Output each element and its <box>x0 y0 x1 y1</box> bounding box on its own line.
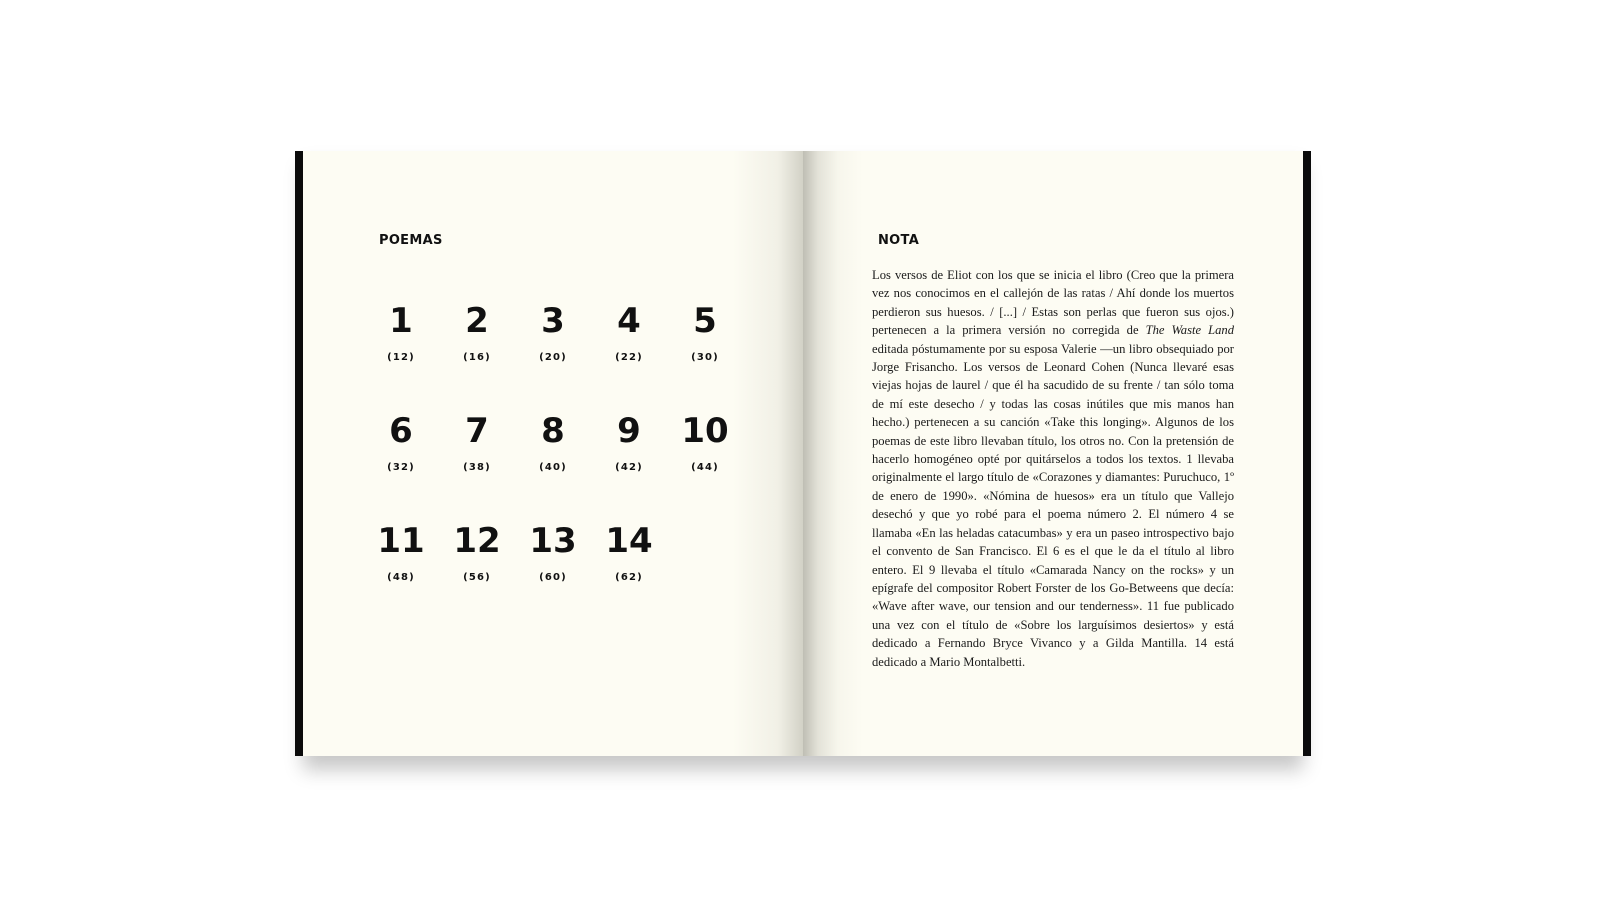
poem-number: 12 <box>453 521 501 561</box>
poem-entry[interactable] <box>439 301 515 411</box>
poem-page-number: (60) <box>539 572 567 583</box>
poem-number: 6 <box>389 411 413 451</box>
poem-entry[interactable] <box>363 411 439 521</box>
poem-page-number: (48) <box>387 572 415 583</box>
poem-number: 10 <box>681 411 729 451</box>
poem-page-number: (62) <box>615 572 643 583</box>
poem-entry[interactable] <box>591 521 667 631</box>
poem-page-number: (42) <box>615 462 643 473</box>
poem-page-number: (22) <box>615 352 643 363</box>
poem-page-number: (32) <box>387 462 415 473</box>
poem-entry[interactable] <box>363 301 439 411</box>
poem-number: 9 <box>617 411 641 451</box>
poem-entry[interactable] <box>515 301 591 411</box>
poem-page-number: (12) <box>387 352 415 363</box>
poem-number: 7 <box>465 411 489 451</box>
poem-number: 14 <box>605 521 653 561</box>
note-text <box>872 266 1234 671</box>
poems-heading: POEMAS <box>379 233 443 248</box>
note-text-part-1: Los versos de Eliot con los que se inicia el libro (Creo que la primera vez nos conocimos en el callejón de las ratas / Ahí donde los muertos perdieron sus huesos. / [...] / Estas son perlas que fueron sus ojos.) pertenecen a la primera versión no corregida de <box>872 268 1234 338</box>
poem-number: 2 <box>465 301 489 341</box>
poem-entry[interactable] <box>591 411 667 521</box>
poem-number: 5 <box>693 301 717 341</box>
left-page <box>303 151 803 756</box>
poem-page-number: (30) <box>691 352 719 363</box>
poem-page-number: (56) <box>463 572 491 583</box>
poem-entry[interactable] <box>515 411 591 521</box>
poem-entry[interactable] <box>591 301 667 411</box>
poem-page-number: (38) <box>463 462 491 473</box>
poem-number: 8 <box>541 411 565 451</box>
poems-index <box>363 301 743 631</box>
poem-page-number: (20) <box>539 352 567 363</box>
poem-number: 1 <box>389 301 413 341</box>
poem-entry[interactable] <box>363 521 439 631</box>
poem-number: 11 <box>377 521 425 561</box>
book-cover-edge-left <box>295 151 303 756</box>
poem-number: 13 <box>529 521 577 561</box>
poem-number: 4 <box>617 301 641 341</box>
note-text-part-2: editada póstumamente por su esposa Valerie —un libro obsequiado por Jorge Frisancho. Los versos de Leonard Cohen (Nunca llevaré esas viejas hojas de laurel / que él ha sacudido de su frente / tan sólo toma de mí este desecho / y todas las cosas inútiles que mis manos han hecho.) pertenecen a su canción «Take this longing». Algunos de los poemas de este libro llevaban título, los otros no. Con la pretensión de hacerlo homogéneo opté por quitárselos a todos los textos. 1 llevaba originalmente el largo título de «Corazones y diamantes: Puruchuco, 1º de enero de 1990». «Nómina de huesos» era un título que Vallejo desechó y que yo robé para el poema número 2. El número 4 se llamaba «En las heladas catacumbas» y era un paseo introspectivo bajo el convento de San Francisco. El 6 es el que le da el título al libro entero. El 9 llevaba el título «Camarada Nancy on the rocks» y un epígrafe del compositor Robert Forster de los Go-Betweens que decía: «Wave after wave, our tension and our tenderness». 11 fue publicado una vez con el título de «Sobre los larguísimos desiertos» y está dedicado a Fernando Bryce Vivanco y a Gilda Mantilla. 14 está dedicado a Mario Montalbetti. <box>872 341 1234 669</box>
poem-number: 3 <box>541 301 565 341</box>
book-title: The Waste Land <box>1145 323 1234 338</box>
poem-entry[interactable] <box>439 411 515 521</box>
poem-entry[interactable] <box>439 521 515 631</box>
poem-entry[interactable] <box>667 301 743 411</box>
poem-page-number: (16) <box>463 352 491 363</box>
poem-entry[interactable] <box>667 411 743 521</box>
book-cover-edge-right <box>1303 151 1311 756</box>
note-heading: NOTA <box>878 233 920 248</box>
poem-page-number: (40) <box>539 462 567 473</box>
poem-page-number: (44) <box>691 462 719 473</box>
poem-entry[interactable] <box>515 521 591 631</box>
